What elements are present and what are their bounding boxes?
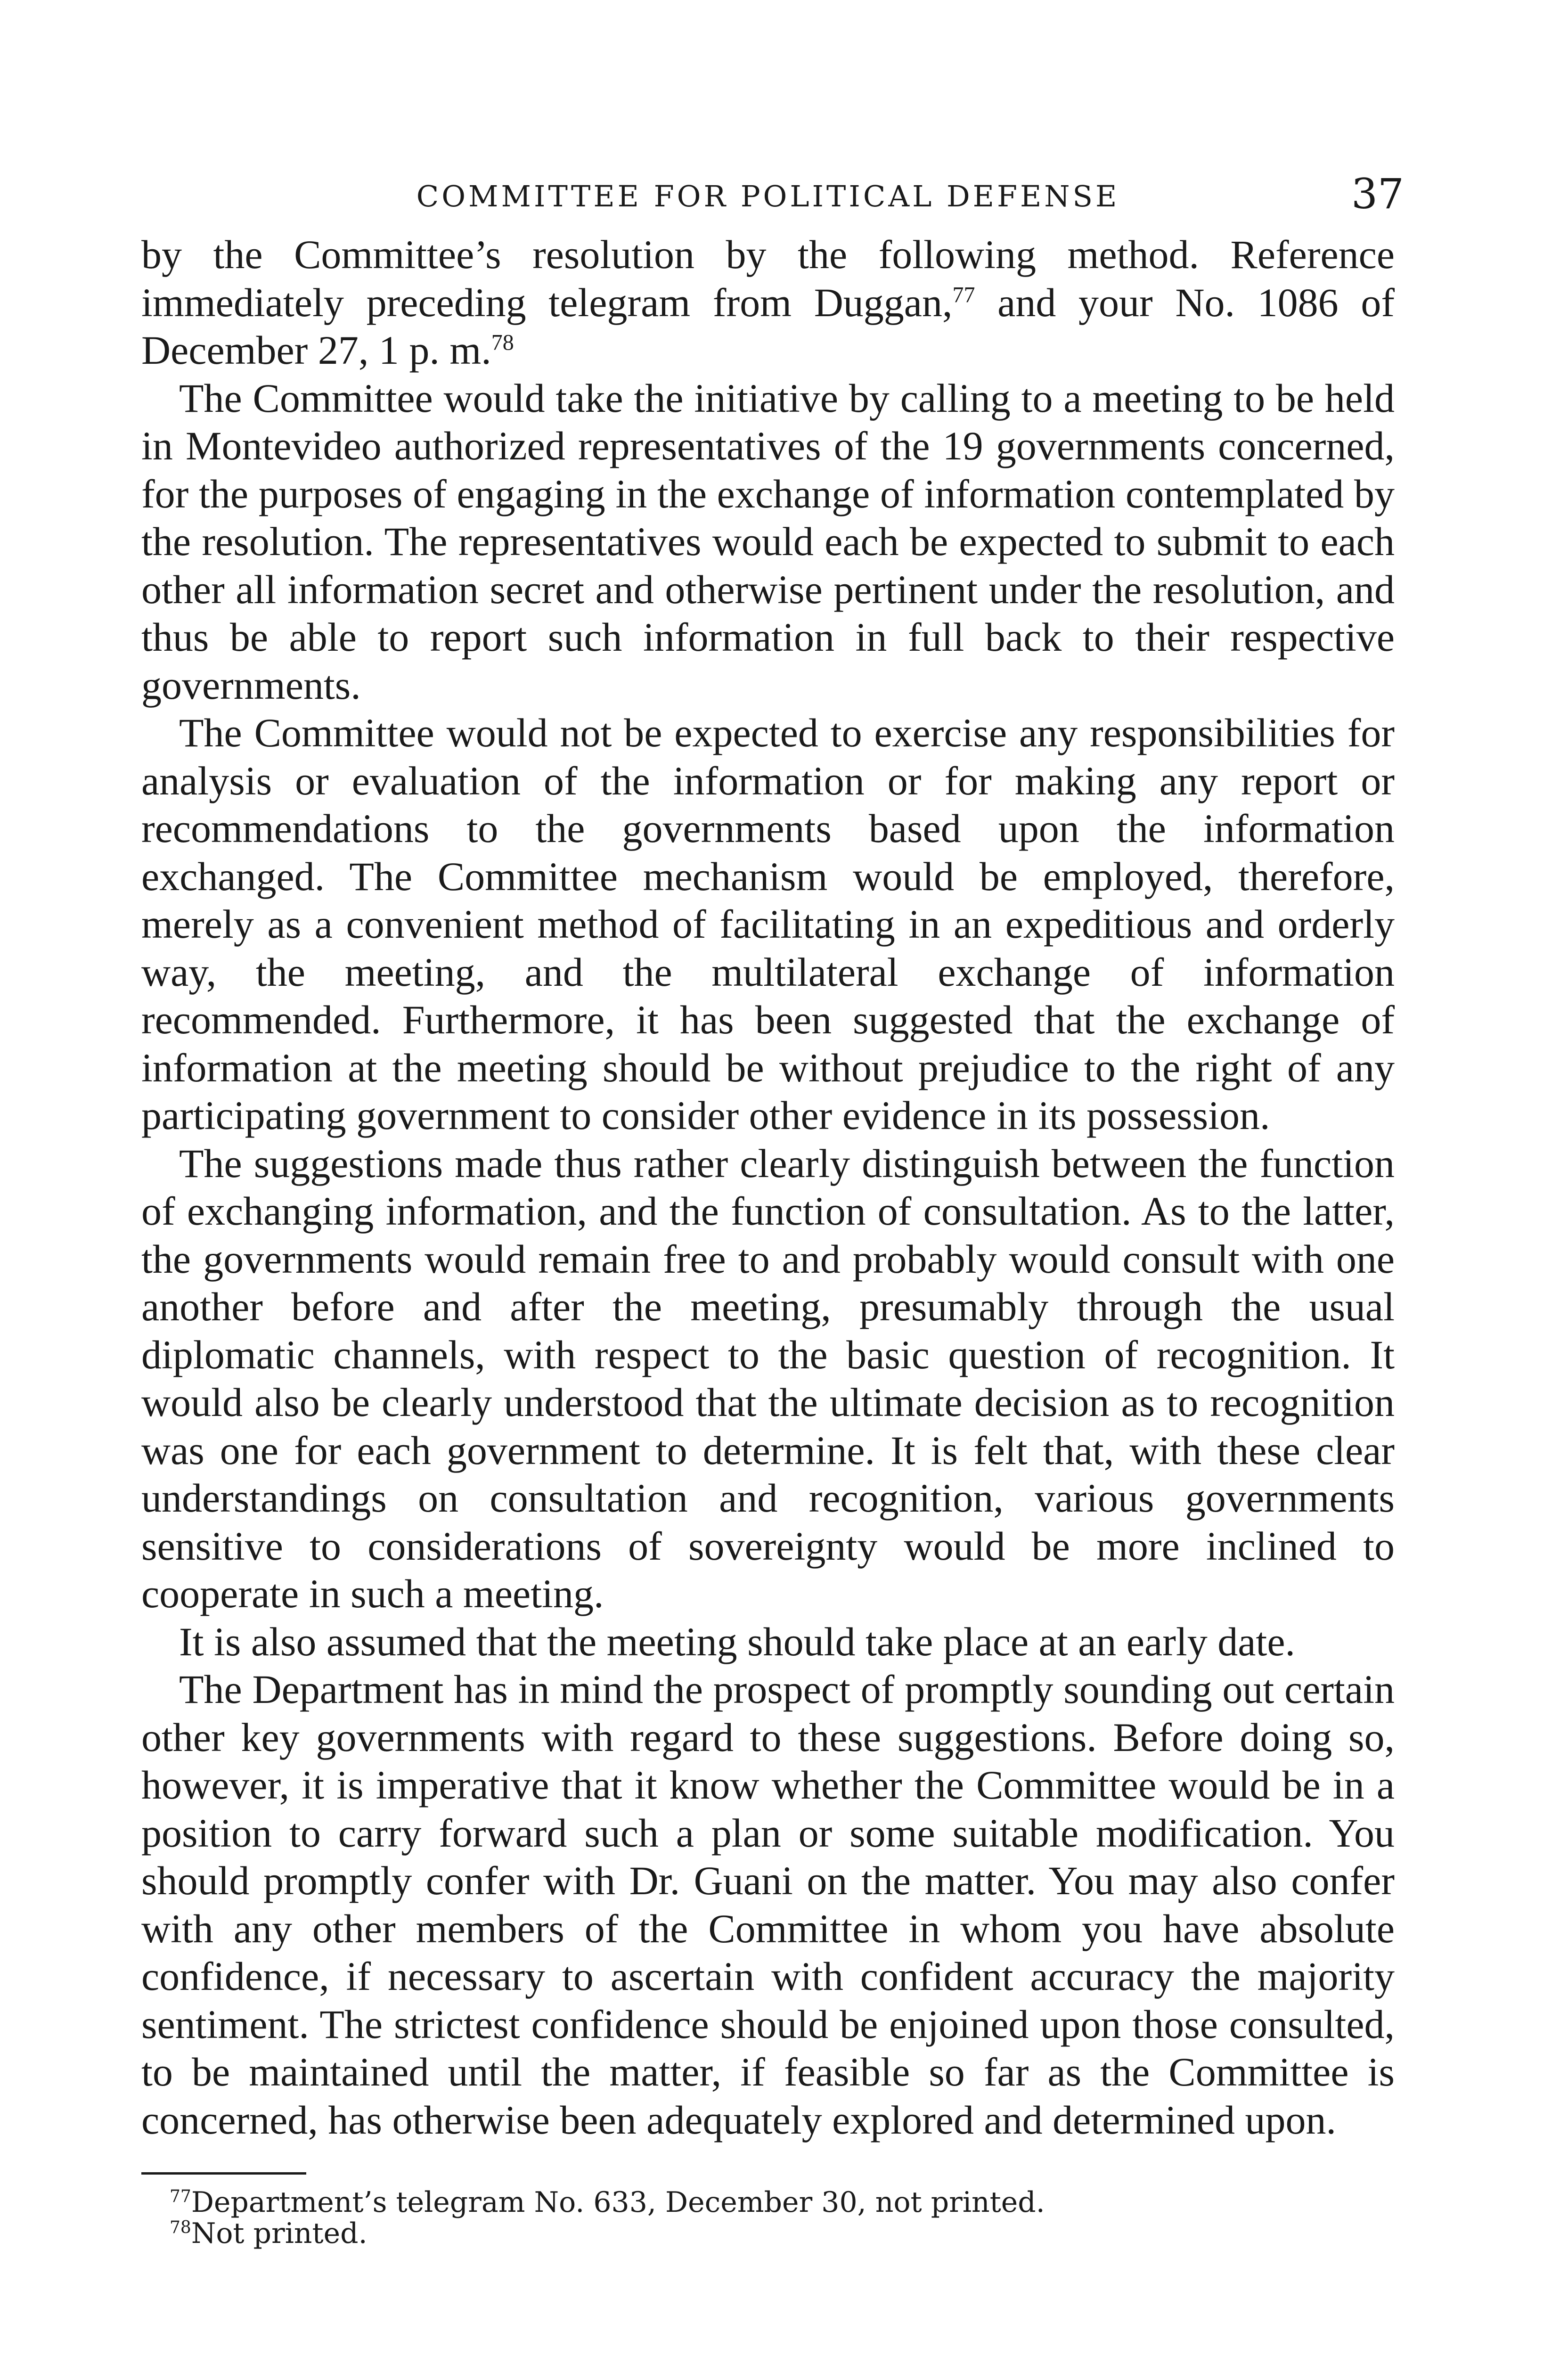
footnote-text: Not printed. <box>191 2217 368 2250</box>
page-number: 37 <box>1351 170 1404 218</box>
footnote-text: Department’s telegram No. 633, December 30, not printed. <box>191 2186 1045 2219</box>
paragraph: The Committee would not be expected to exercise any responsibilities for analysis or evaluation of the information or for making any report or recommendations to the governments based upon the information exchanged. The Committee mechanism would be employed, therefore, merely as a convenient method of facilitating in an expeditious and orderly way, the meeting, and the multilateral exchange of information recommended. Furthermore, it has been suggested that the exchange of information at the meeting should be without prejudice to the right of any participating government to consider other evidence in its possession. <box>141 710 1395 1138</box>
paragraph-continuation <box>141 231 1395 375</box>
paragraph: It is also assumed that the meeting should take place at an early date. <box>179 1619 1295 1664</box>
running-head <box>141 170 1404 231</box>
footnote-ref-77: 77 <box>952 282 975 307</box>
paragraph: The Committee would take the initiative by calling to a meeting to be held in Montevideo authorized representatives of the 19 governments concerned, for the purposes of engaging in the exchange of information contemplated by the resolution. The representatives would each be expected to submit to each other all information secret and otherwise pertinent under the resolution, and thus be able to report such information in full back to their respective governments. <box>141 375 1395 708</box>
footnote-77 <box>141 2187 1395 2218</box>
footnote-marker: 77 <box>170 2187 191 2206</box>
document-page <box>141 170 1404 2250</box>
paragraph: The suggestions made thus rather clearly distinguish between the function of exchanging information, and the function of consultation. As to the latter, the governments would remain free to and probably would consult with one another before and after the meeting, presumably through the usual diplomatic channels, with respect to the basic question of recognition. It would also be clearly understood that the ultimate decision as to recognition was one for each government to determine. It is felt that, with these clear understandings on consultation and recognition, various governments sensitive to considerations of sovereignty would be more inclined to cooperate in such a meeting. <box>141 1140 1395 1616</box>
footnote-marker: 78 <box>170 2218 191 2237</box>
footnote-78 <box>141 2218 1395 2249</box>
paragraph-text: by the Committee’s resolution by the following method. Reference immediately preceding telegram from Duggan, <box>141 232 1395 325</box>
running-title: COMMITTEE FOR POLITICAL DEFENSE <box>416 179 1120 213</box>
footnote-divider <box>141 2172 306 2175</box>
footnote-ref-78: 78 <box>491 330 514 355</box>
paragraph-text: and your No. 1086 of December 27, 1 p. m. <box>141 279 1395 373</box>
paragraph: The Department has in mind the prospect of promptly sounding out certain other key governments with regard to these suggestions. Before doing so, however, it is imperative that it know whether the Committee would be in a position to carry forward such a plan or some suitable modification. You should promptly confer with Dr. Guani on the matter. You may also confer with any other members of the Committee in whom you have absolute confidence, if necessary to ascertain with confident accuracy the majority sentiment. The strictest confidence should be enjoined upon those consulted, to be maintained until the matter, if feasible so far as the Committee is concerned, has otherwise been adequately explored and determined upon. <box>141 1667 1395 2143</box>
body-text <box>141 231 1395 2144</box>
footnotes <box>141 2187 1395 2249</box>
